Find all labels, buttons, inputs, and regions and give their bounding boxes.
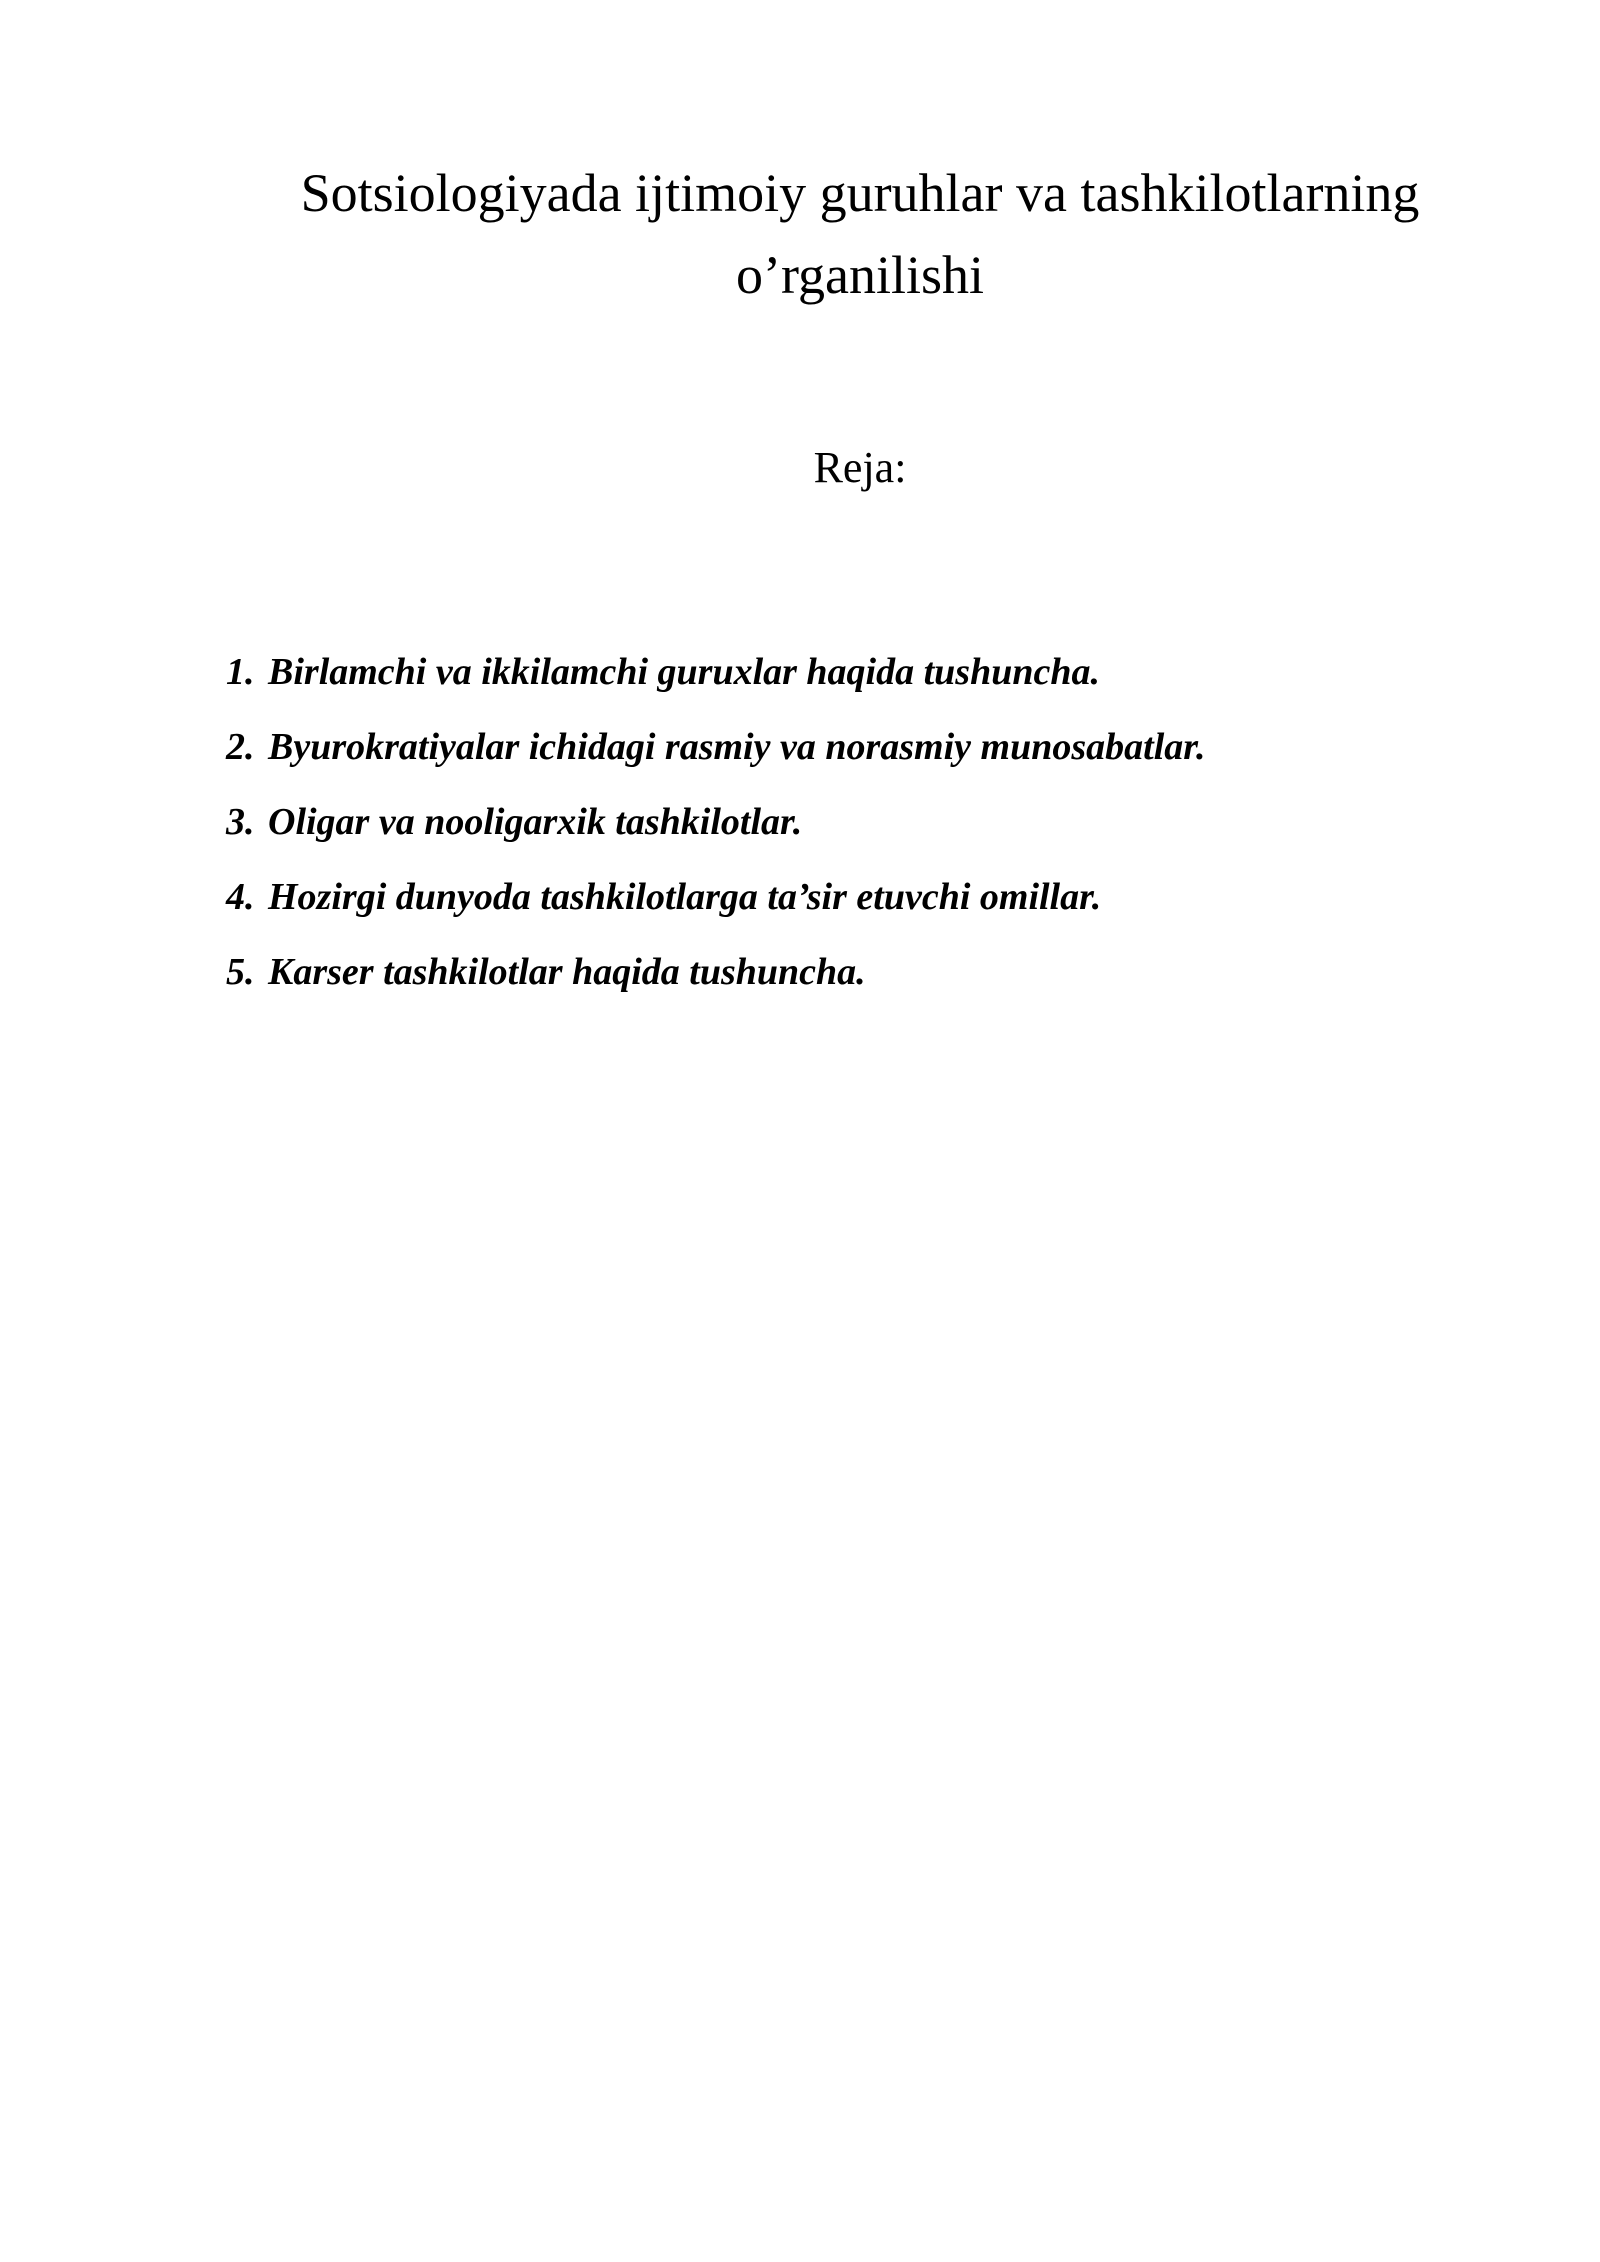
plan-item-number: 1.: [226, 651, 255, 693]
plan-item-text: Hozirgi dunyoda tashkilotlarga ta’sir etuvchi omillar.: [268, 876, 1102, 918]
plan-item-text: Karser tashkilotlar haqida tushuncha.: [268, 951, 866, 993]
plan-heading: Reja:: [813, 443, 907, 492]
plan-item-3: [226, 800, 1205, 875]
plan-item-1: [226, 650, 1205, 725]
plan-item-number: 5.: [226, 951, 255, 993]
plan-item-number: 4.: [226, 876, 255, 918]
document-title: Sotsiologiyada ijtimoiy guruhlar va tashkilotlarning o’rganilishi: [300, 163, 1420, 305]
plan-list: [226, 650, 1205, 1025]
plan-item-4: [226, 875, 1205, 950]
plan-item-2: [226, 725, 1205, 800]
plan-item-text: Oligar va nooligarxik tashkilotlar.: [268, 801, 803, 843]
plan-item-number: 2.: [226, 726, 255, 768]
plan-item-text: Byurokratiyalar ichidagi rasmiy va norasmiy munosabatlar.: [268, 726, 1206, 768]
plan-item-text: Birlamchi va ikkilamchi guruxlar haqida tushuncha.: [268, 651, 1100, 693]
plan-item-number: 3.: [226, 801, 255, 843]
plan-item-5: [226, 950, 1205, 1025]
